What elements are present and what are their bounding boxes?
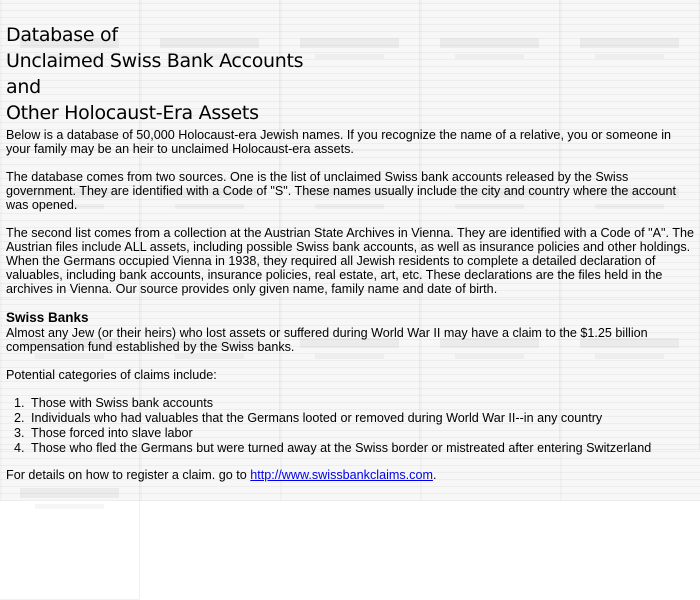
swissbankclaims-link[interactable]: http://www.swissbankclaims.com: [250, 468, 433, 482]
categories-intro: Potential categories of claims include:: [6, 368, 217, 382]
swiss-banks-paragraph: Almost any Jew (or their heirs) who lost assets or suffered during World War II may have a claim to the $1.25 billion compensation fund established by the Swiss banks.: [6, 326, 648, 354]
title-line-4: Other Holocaust-Era Assets: [6, 102, 259, 124]
austrian-archives-paragraph: The second list comes from a collection at the Austrian State Archives in Vienna. They are identified with a Code of "A". The Austrian files include ALL assets, including possible Swiss bank accounts, as well as insurance policies and other holdings. When the Germans occupied Vienna in 1938, they required all Jewish residents to complete a detailed declaration of valuables, including bank accounts, insurance policies, real estate, art, etc. These declarations are the files held in the archives in Vienna. Our source provides only given name, family name and date of birth.: [6, 226, 694, 296]
claim-details-line: [6, 468, 694, 482]
title-line-3: and: [6, 76, 41, 98]
page-title: [6, 0, 694, 126]
claim-categories-list: [6, 396, 694, 456]
list-item: 1. Those with Swiss bank accounts: [28, 396, 694, 411]
list-item: 2. Individuals who had valuables that the Germans looted or removed during World War II--in any country: [28, 411, 694, 426]
details-prefix: For details on how to register a claim. go to: [6, 468, 251, 482]
intro-paragraph: Below is a database of 50,000 Holocaust-era Jewish names. If you recognize the name of a relative, you or someone in your family may be an heir to unclaimed Holocaust-era assets.: [6, 128, 672, 156]
title-line-2: Unclaimed Swiss Bank Accounts: [6, 50, 304, 72]
list-item: 3. Those forced into slave labor: [28, 426, 694, 441]
details-suffix: .: [432, 468, 437, 482]
list-item: 4. Those who fled the Germans but were turned away at the Swiss border or mistreated after entering Switzerland: [28, 441, 694, 456]
sources-paragraph: The database comes from two sources. One is the list of unclaimed Swiss bank accounts released by the Swiss government. They are identified with a Code of "S". These names usually include the city and country where the account was opened.: [6, 170, 677, 212]
swiss-banks-heading: Swiss Banks: [6, 310, 89, 325]
title-line-1: Database of: [6, 24, 118, 46]
